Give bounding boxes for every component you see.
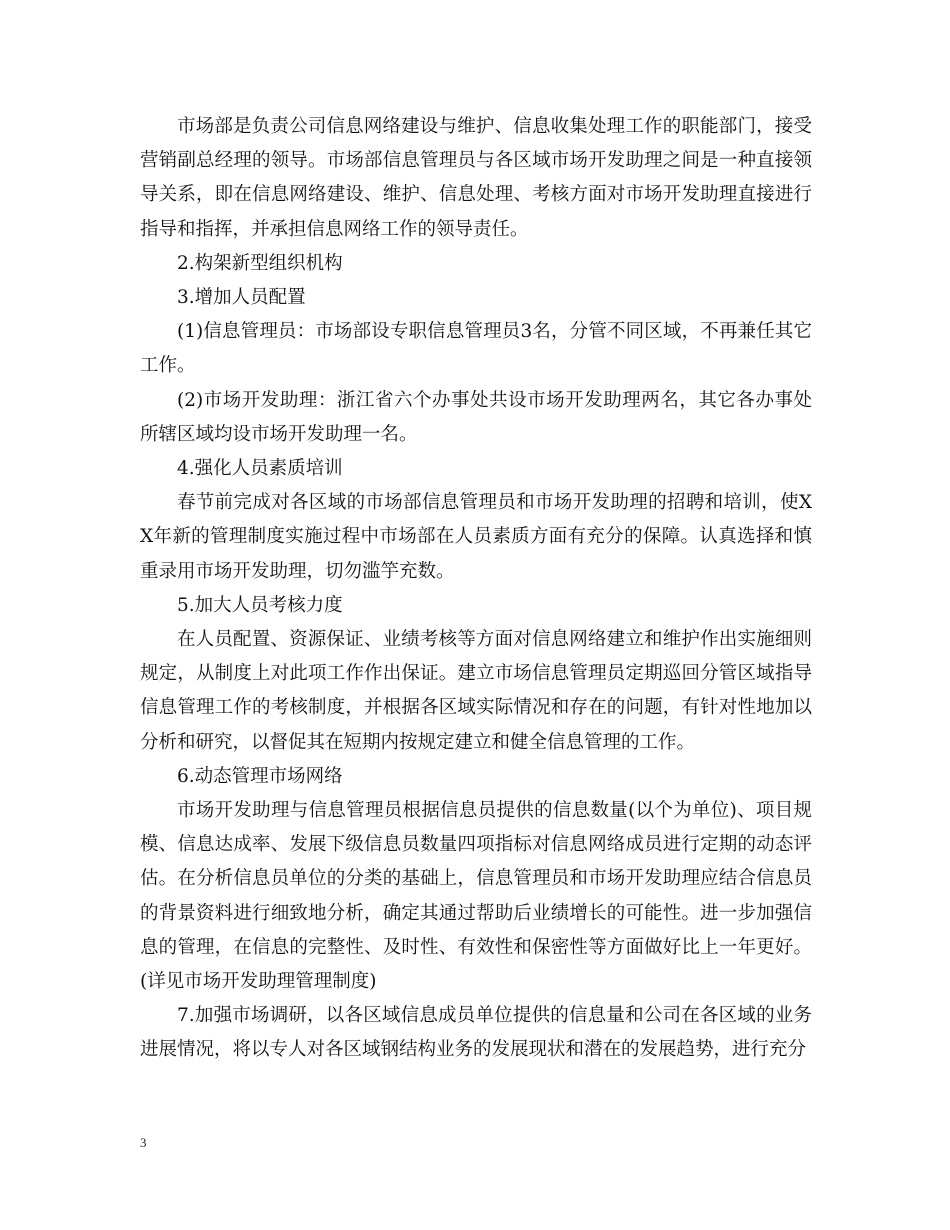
document-body — [140, 110, 812, 1068]
paragraph-market-dept-duties: 市场部是负责公司信息网络建设与维护、信息收集处理工作的职能部门，接受营销副总经理的领导。市场部信息管理员与各区域市场开发助理之间是一种直接领导关系，即在信息网络建设、维护、信息处理、考核方面对市场开发助理直接进行指导和指挥，并承担信息网络工作的领导责任。 — [140, 116, 812, 240]
list-item-market-assistant: (2)市场开发助理：浙江省六个办事处共设市场开发助理两名，其它各办事处所辖区域均设市场开发助理一名。 — [140, 389, 812, 445]
list-item-info-manager: (1)信息管理员：市场部设专职信息管理员3名，分管不同区域，不再兼任其它工作。 — [140, 321, 812, 377]
heading-assessment: 5.加大人员考核力度 — [177, 594, 343, 616]
paragraph-training: 春节前完成对各区域的市场部信息管理员和市场开发助理的招聘和培训，使XX年新的管理制度实施过程中市场部在人员素质方面有充分的保障。认真选择和慎重录用市场开发助理，切勿滥竽充数。 — [140, 492, 812, 582]
page-number: 3 — [140, 1135, 147, 1150]
heading-training: 4.强化人员素质培训 — [177, 458, 343, 480]
heading-org-structure: 2.构架新型组织机构 — [177, 252, 343, 274]
heading-staffing: 3.增加人员配置 — [177, 287, 306, 309]
paragraph-market-research: 7.加强市场调研，以各区域信息成员单位提供的信息量和公司在各区域的业务进展情况，将以专人对各区域钢结构业务的发展现状和潜在的发展趋势，进行充分 — [140, 1005, 812, 1061]
paragraph-dynamic-management: 市场开发助理与信息管理员根据信息员提供的信息数量(以个为单位)、项目规模、信息达成率、发展下级信息员数量四项指标对信息网络成员进行定期的动态评估。在分析信息员单位的分类的基础上，信息管理员和市场开发助理应结合信息员的背景资料进行细致地分析，确定其通过帮助后业绩增长的可能性。进一步加强信息的管理，在信息的完整性、及时性、有效性和保密性等方面做好比上一年更好。(详见市场开发助理管理制度) — [140, 800, 812, 993]
heading-dynamic-management: 6.动态管理市场网络 — [177, 765, 343, 787]
paragraph-assessment: 在人员配置、资源保证、业绩考核等方面对信息网络建立和维护作出实施细则规定，从制度上对此项工作作出保证。建立市场信息管理员定期巡回分管区域指导信息管理工作的考核制度，并根据各区域实际情况和存在的问题，有针对性地加以分析和研究，以督促其在短期内按规定建立和健全信息管理的工作。 — [140, 629, 812, 753]
